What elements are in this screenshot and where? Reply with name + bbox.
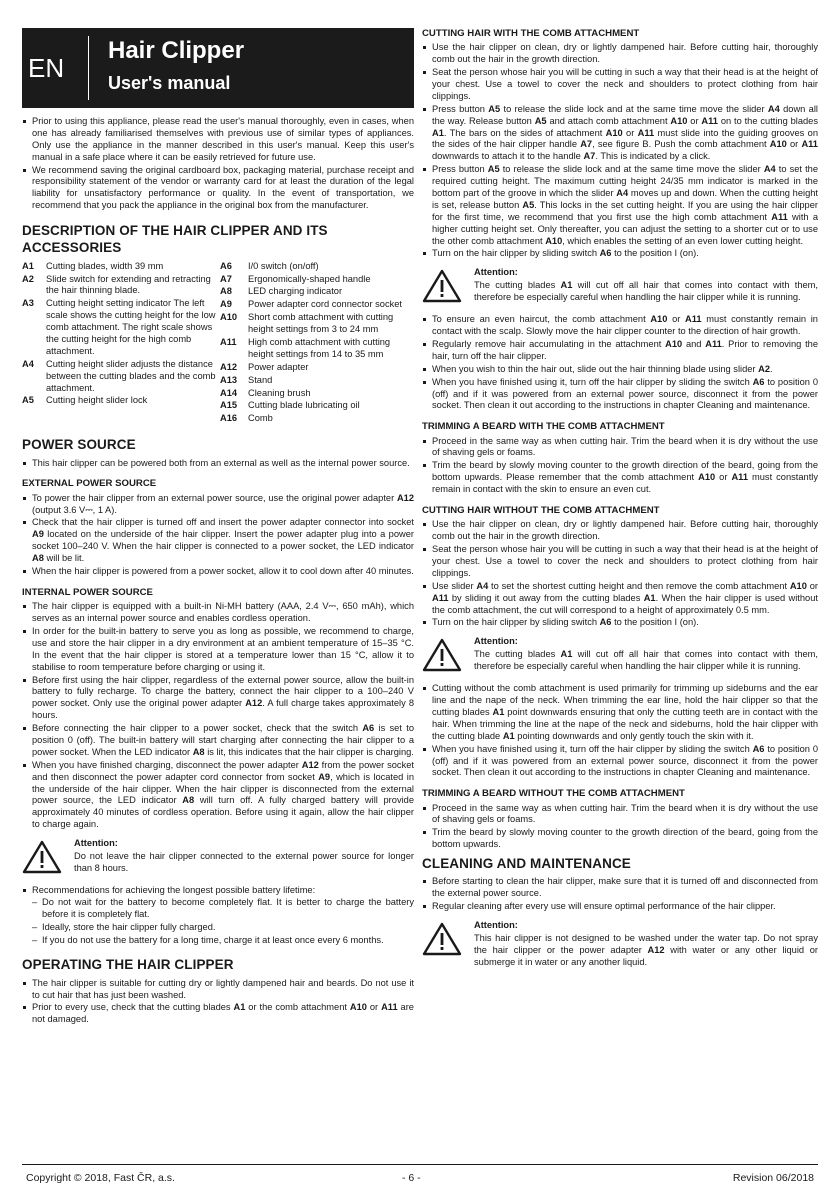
part-code: A12	[220, 361, 238, 372]
trimming-with-comb-heading: TRIMMING A BEARD WITH THE COMB ATTACHMENT	[422, 421, 665, 433]
power-source-heading: POWER SOURCE	[22, 437, 136, 453]
part-description: Comb	[248, 413, 273, 424]
trimming-with-comb-list	[422, 436, 818, 496]
attention-body: The cutting blades A1 will cut off all hair that comes into contact with them, therefore be especially careful when handling the hair clipper while it is running.	[474, 280, 818, 303]
description-heading: DESCRIPTION OF THE HAIR CLIPPER AND ITS ACCESSORIES	[22, 223, 328, 256]
list-item: When you wish to thin the hair out, slide out the hair thinning blade using slider A2.	[422, 364, 818, 376]
list-item: Proceed in the same way as when cutting hair. Trim the beard when it is dry without the use of shaving gels or foams.	[422, 436, 818, 460]
language-code: EN	[28, 53, 65, 83]
part-description: Cutting height setting indicator The left scale shows the cutting height for the low comb attachment. The right scale shows the cutting height for the high comb attachment.	[46, 298, 216, 356]
parts-table	[22, 261, 414, 427]
warning-triangle-icon	[422, 920, 466, 960]
part-description: Cutting height slider adjusts the distance between the cutting blades and the comb attachment.	[46, 358, 216, 393]
attention-body: This hair clipper is not designed to be washed under the water tap. Do not spray the hair clipper or the power adapter A12 with water or any other liquid or submerge it in water or any another liquid.	[474, 932, 818, 967]
part-row	[220, 413, 414, 425]
warning-triangle-icon	[422, 267, 466, 307]
part-row	[220, 375, 414, 387]
page-number: - 6 -	[402, 1172, 421, 1184]
part-code: A14	[220, 387, 238, 398]
parts-column-left	[22, 261, 216, 427]
attention-note	[422, 920, 818, 969]
warning-triangle-icon	[422, 636, 466, 676]
part-code: A6	[220, 260, 232, 271]
cutting-without-comb-more	[422, 683, 818, 779]
recommend-intro: Recommendations for achieving the longest possible battery lifetime:	[32, 884, 316, 895]
part-code: A13	[220, 374, 238, 385]
external-power-list	[22, 493, 414, 578]
part-description: I/0 switch (on/off)	[248, 260, 319, 271]
list-item: Prior to every use, check that the cutting blades A1 or the comb attachment A10 or A11 are not damaged.	[22, 1002, 414, 1026]
part-code: A8	[220, 286, 232, 297]
part-description: Cutting blades, width 39 mm	[46, 260, 164, 271]
part-description: Ergonomically-shaped handle	[248, 273, 371, 284]
part-row	[220, 400, 414, 412]
attention-title: Attention:	[74, 838, 118, 849]
list-item: Turn on the hair clipper by sliding switch A6 to the position I (on).	[422, 617, 818, 629]
part-code: A11	[220, 337, 237, 347]
cutting-with-comb-list	[422, 42, 818, 260]
part-row	[220, 388, 414, 400]
part-code: A9	[220, 299, 232, 310]
part-row	[220, 362, 414, 374]
part-row	[22, 261, 216, 273]
page-footer	[22, 1164, 818, 1189]
list-item: Seat the person whose hair you will be cutting in such a way that their head is at the height of your chest. Use a towel to cover the neck and shoulders to protect clothing from hair clippings.	[422, 544, 818, 580]
attention-title: Attention:	[474, 920, 518, 931]
part-description: Power adapter	[248, 361, 309, 372]
list-item: When you have finished using it, turn off the hair clipper by sliding the switch A6 to position 0 (off) and if it was powered from an external power source, disconnect it from the power socket. Then clean it out according to the instructions in chapter Cleaning and maintenance.	[422, 744, 818, 780]
list-item: The hair clipper is equipped with a built-in Ni-MH battery (AAA, 2.4 V⎓, 650 mAh), which serves as an internal power source and enables cordless operation.	[22, 601, 414, 625]
part-description: Cutting blade lubricating oil	[248, 400, 360, 411]
trimming-without-comb-list	[422, 803, 818, 852]
list-item: To power the hair clipper from an external power source, use the original power adapter A12 (output 3.6 V⎓, 1 A).	[22, 493, 414, 517]
warning-triangle-icon	[22, 838, 66, 878]
list-item: Before first using the hair clipper, regardless of the external power source, allow the built-in battery to fully recharge. To charge the battery, connect the hair clipper to a 100–240 V power socket. Only use the original power adapter A12. A full charge takes approximately 8 hours.	[22, 675, 414, 723]
part-description: Short comb attachment with cutting height settings from 3 to 24 mm	[248, 312, 394, 335]
banner-divider	[88, 36, 89, 100]
intro-list	[22, 116, 414, 212]
part-code: A16	[220, 413, 238, 424]
part-description: Power adapter cord connector socket	[248, 299, 402, 310]
revision-label: Revision 06/2018	[732, 1172, 814, 1184]
cutting-without-comb-heading: CUTTING HAIR WITHOUT THE COMB ATTACHMENT	[422, 505, 660, 517]
part-description: Slide switch for extending and retracting the hair thinning blade.	[46, 273, 211, 296]
list-item: Use slider A4 to set the shortest cutting height and then remove the comb attachment A10 or A11 by sliding it out away from the cutting blades A1. When the hair clipper is used without the comb attachment, the cut will correspond to a height of approximately 0.5 mm.	[422, 581, 818, 617]
part-row	[220, 286, 414, 298]
part-description: Cleaning brush	[248, 387, 311, 398]
cutting-with-comb-heading: CUTTING HAIR WITH THE COMB ATTACHMENT	[422, 28, 640, 39]
list-item: Press button A5 to release the slide lock and at the same time move the slider A4 to set the required cutting height. The maximum cutting height 24/35 mm indicator is marked in the bottom part of the groove in which the slider A4 moves up and down. When the cutting height is set, release button A5. This locks in the set cutting height. If you are using the hair clipper for the first time, we recommend that you first use the high comb attachment A11 with a higher cutting height set. Only thereafter, you can adjust the setting to a shorter cut or to use the other comb attachment A10, which enables the setting of an even lower cutting height.	[422, 164, 818, 247]
sub-item: – Do not wait for the battery to become completely flat. It is better to charge the battery before it is completely flat.	[22, 897, 414, 921]
cleaning-list	[422, 876, 818, 913]
list-item: This hair clipper can be powered both from an external as well as the internal power source.	[22, 458, 414, 470]
list-item: Regular cleaning after every use will ensure optimal performance of the hair clipper.	[422, 901, 818, 913]
part-code: A10	[220, 312, 238, 323]
attention-note	[422, 267, 818, 307]
list-item: When you have finished using it, turn off the hair clipper by sliding the switch A6 to position 0 (off) and if it was powered from an external power source, disconnect it from the power socket. Then clean it out according to the instructions in chapter Cleaning and maintenance.	[422, 377, 818, 413]
list-item: The hair clipper is suitable for cutting dry or lightly dampened hair and beards. Do not use it to cut hair that has just been washed.	[22, 978, 414, 1002]
parts-column-right	[220, 261, 414, 427]
list-item: Before connecting the hair clipper to a power socket, check that the switch A6 is set to position 0 (off). The built-in battery will start charging after connecting the hair clipper to a power socket. When the LED indicator A8 is lit, this indicates that the hair clipper is charging.	[22, 723, 414, 759]
left-column	[22, 28, 414, 1027]
internal-power-heading: INTERNAL POWER SOURCE	[22, 586, 153, 598]
attention-note	[422, 636, 818, 676]
part-code: A5	[22, 395, 34, 406]
part-code: A7	[220, 273, 232, 284]
list-item: Use the hair clipper on clean, dry or lightly dampened hair. Before cutting hair, thoroughly comb out the hair in the growth direction.	[422, 42, 818, 66]
power-source-list	[22, 458, 414, 470]
part-code: A4	[22, 358, 34, 369]
external-power-heading: EXTERNAL POWER SOURCE	[22, 478, 157, 490]
list-item: Trim the beard by slowly moving counter to the growth direction of the beard, going from the bottom upwards. Please remember that the comb attachment A10 or A11 must constantly remain in contact with the skin to ensure an even cut.	[422, 460, 818, 496]
part-row	[22, 395, 216, 407]
document-subtitle: User's manual	[108, 73, 231, 93]
attention-note	[22, 838, 414, 878]
list-item: To ensure an even haircut, the comb attachment A10 or A11 must constantly remain in contact with the scalp. Slowly move the hair clipper counter to the direction of hair growth.	[422, 314, 818, 338]
trimming-without-comb-heading: TRIMMING A BEARD WITHOUT THE COMB ATTACHMENT	[422, 788, 685, 800]
operating-list	[22, 978, 414, 1027]
part-row	[220, 299, 414, 311]
part-description: LED charging indicator	[248, 286, 343, 297]
attention-body: The cutting blades A1 will cut off all hair that comes into contact with them, therefore be especially careful when handling the hair clipper while it is running.	[474, 649, 818, 672]
cutting-without-comb-list	[422, 519, 818, 629]
list-item: Before starting to clean the hair clipper, make sure that it is turned off and disconnected from the external power source.	[422, 876, 818, 900]
part-code: A1	[22, 260, 34, 271]
operating-heading: OPERATING THE HAIR CLIPPER	[22, 957, 234, 973]
part-description: Cutting height slider lock	[46, 395, 148, 406]
part-row	[220, 261, 414, 273]
part-row	[22, 359, 216, 395]
sub-item: – Ideally, store the hair clipper fully charged.	[22, 922, 414, 934]
attention-title: Attention:	[474, 636, 518, 647]
cleaning-heading: CLEANING AND MAINTENANCE	[422, 856, 631, 872]
sub-item: – If you do not use the battery for a long time, charge it at least once every 6 months.	[22, 935, 414, 947]
part-row	[220, 337, 414, 361]
part-code: A2	[22, 273, 34, 284]
document-title: Hair Clipper	[108, 37, 245, 64]
list-item: Regularly remove hair accumulating in the attachment A10 and A11. Prior to removing the hair, turn off the hair clipper.	[422, 339, 818, 363]
list-item: In order for the built-in battery to serve you as long as possible, we recommend to charge, use and store the hair clipper in a dry environment at an ambient temperature of 15–35 °C. In the event that the hair clipper is stored at a temperature lower than 15 °C, allow it to stabilise to room temperature before charging or using it.	[22, 626, 414, 674]
list-item: Cutting without the comb attachment is used primarily for trimming up sideburns and the ear line and the nape of the neck. When trimming the ear line, hold the hair clipper so that the cutting blades A1 point downwards ensuring that only the cutting teeth are in contact with the hair. When trimming the line at the nape of the neck and sideburns, hold the hair clipper with the cutting blade A1 pointing downwards and only gently touch the skin with it.	[422, 683, 818, 742]
right-column	[422, 28, 818, 976]
part-row	[220, 312, 414, 336]
list-item: Use the hair clipper on clean, dry or lightly dampened hair. Before cutting hair, thoroughly comb out the hair in the growth direction.	[422, 519, 818, 543]
intro-item: We recommend saving the original cardboard box, packaging material, purchase receipt and responsibility statement of the vendor or warranty card for at least the duration of the legal liability for unsatisfactory performance or quality. In the event of transportation, we recommend that you pack the appliance in the original box from the manufacturer.	[22, 165, 414, 213]
attention-title: Attention:	[474, 267, 518, 278]
list-item	[22, 885, 414, 946]
intro-item: Prior to using this appliance, please read the user's manual thoroughly, even in cases, when one has already familiarised themselves with previous use of similar types of appliances. Only use the appliance in the manner described in this user's manual. Keep this user's manual in a safe place where it can be easily retrieved for future use.	[22, 116, 414, 164]
internal-power-list	[22, 601, 414, 831]
part-code: A15	[220, 400, 238, 411]
list-item: Press button A5 to release the slide lock and at the same time move the slider A4 down all the way. Release button A5 and attach comb attachment A10 or A11 on to the cutting blades A1. The bars on the sides of attachment A10 or A11 must slide into the guiding grooves on the sides of the hair clipper handle A7, see figure B. Push the comb attachment A10 or A11 downwards to attach it to the handle A7. This is indicated by a click.	[422, 104, 818, 163]
cutting-with-comb-more	[422, 314, 818, 412]
part-description: Stand	[248, 374, 273, 385]
part-description: High comb attachment with cutting height settings from 14 to 35 mm	[248, 337, 391, 359]
part-row	[220, 274, 414, 286]
list-item: Turn on the hair clipper by sliding switch A6 to the position I (on).	[422, 248, 818, 260]
title-banner	[22, 28, 414, 108]
battery-recommendations	[22, 885, 414, 946]
attention-body: Do not leave the hair clipper connected to the external power source for longer than 8 hours.	[74, 850, 414, 873]
part-code: A3	[22, 298, 34, 309]
part-row	[22, 274, 216, 298]
list-item: Trim the beard by slowly moving counter to the growth direction of the beard, going from the bottom upwards.	[422, 827, 818, 851]
list-item: Proceed in the same way as when cutting hair. Trim the beard when it is dry without the use of shaving gels or foams.	[422, 803, 818, 827]
list-item: When the hair clipper is powered from a power socket, allow it to cool down after 40 minutes.	[22, 566, 414, 578]
copyright: Copyright © 2018, Fast ČR, a.s.	[26, 1172, 175, 1184]
recommend-sublist	[22, 897, 414, 947]
part-row	[22, 298, 216, 357]
list-item: When you have finished charging, disconnect the power adapter A12 from the power socket and then disconnect the power adapter cord connector from socket A9, which is located in the underside of the hair clipper. When the hair clipper is disconnected from the external power source, the LED indicator A8 will turn off. A fully charged battery will provide approximately 40 minutes of cordless operation. Before using it again, allow the hair clipper to charge again.	[22, 760, 414, 831]
list-item: Seat the person whose hair you will be cutting in such a way that their head is at the height of your chest. Use a towel to cover the neck and shoulders to protect clothing from hair clippings.	[422, 67, 818, 103]
list-item: Check that the hair clipper is turned off and insert the power adapter connector into socket A9 located on the underside of the hair clipper. Insert the power adapter plug into a power socket 100–240 V. When the hair clipper is connected to a power socket, the LED indicator A8 will be lit.	[22, 517, 414, 565]
